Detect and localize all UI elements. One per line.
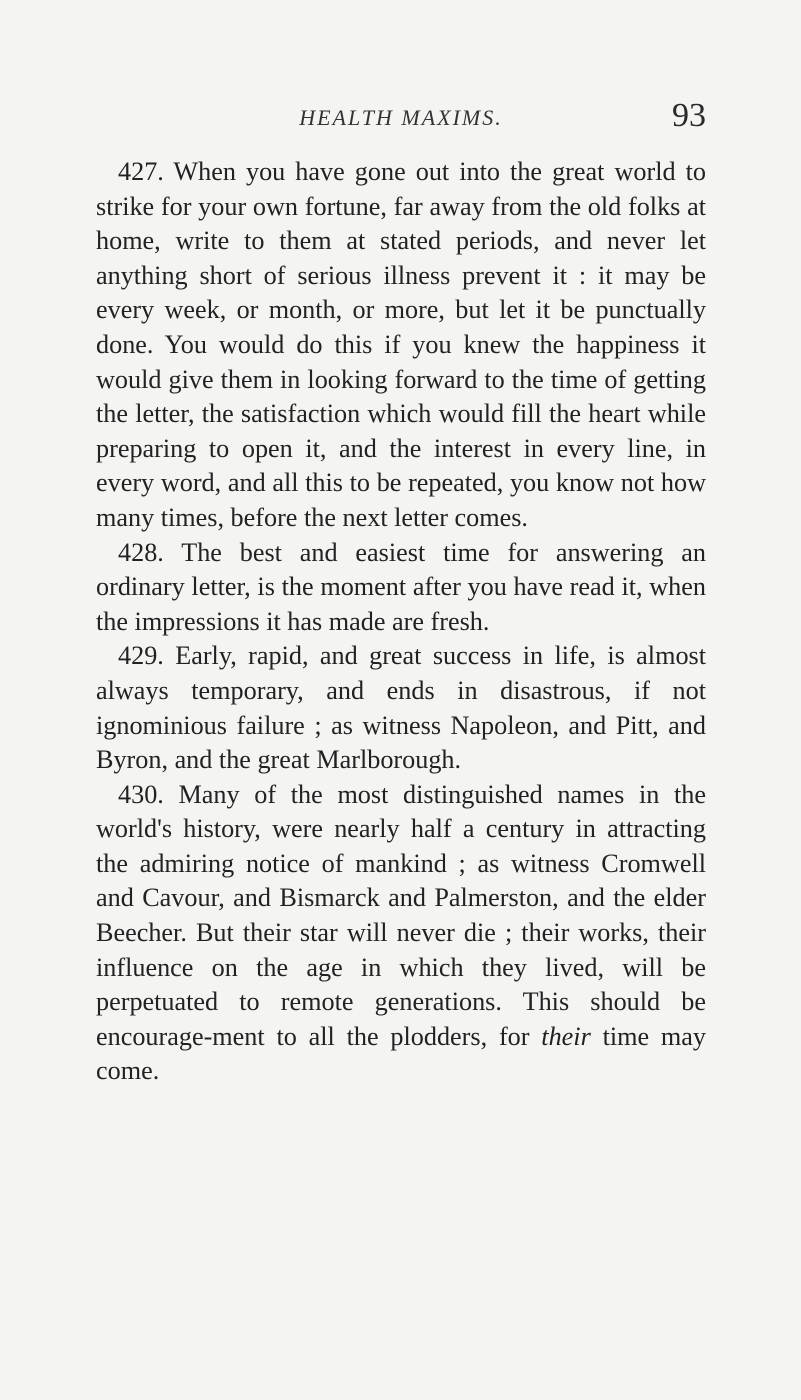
maxim-number: 429.	[118, 641, 164, 671]
running-title: HEALTH MAXIMS.	[299, 105, 503, 130]
maxim-text: The best and easiest time for answering an ordinary letter, is the moment after you have read it, when the impressions it has made are fresh.	[96, 537, 707, 636]
maxim-emphasis: their	[541, 1021, 591, 1051]
maxim-paragraph-429	[96, 639, 706, 777]
maxim-text: Early, rapid, and great success in life, is almost always temporary, and ends in disastrous, if not ignominious failure ; as witness Napoleon, and Pitt, and Byron, and the great Marlborough.	[96, 641, 707, 775]
maxim-paragraph-428	[96, 536, 706, 640]
maxim-paragraph-430	[96, 778, 706, 1089]
maxim-text: When you have gone out into the great world to strike for your own fortune, far away from the old folks at home, write to them at stated periods, and never let anything short of serious illness prevent it : it may be every week, or month, or more, but let it be punctually done. You would do this if you knew the happiness it would give them in looking forward to the time of getting the letter, the satisfaction which would fill the heart while preparing to open it, and the interest in every line, in every word, and all this to be repeated, you know not how many times, before the next letter comes.	[96, 157, 706, 532]
maxim-number: 430.	[118, 779, 164, 809]
maxim-text: Many of the most distinguished names in the world's history, were nearly half a century in attracting the admiring notice of mankind ; as witness Cromwell and Cavour, and Bismarck and Palmerston, and the elder Beecher. But their star will never die ; their works, their influence on the age in which they lived, will be perpetuated to remote generations. This should be encourage-ment to all the plodders, for	[96, 779, 706, 1051]
maxim-paragraph-427	[96, 155, 706, 536]
maxim-number: 428.	[118, 537, 164, 567]
page-body	[96, 155, 706, 1089]
maxim-number: 427.	[118, 157, 164, 186]
page-number: 93	[672, 97, 706, 134]
maxim-text-end: time may come.	[96, 1021, 707, 1086]
page-header	[96, 97, 706, 143]
